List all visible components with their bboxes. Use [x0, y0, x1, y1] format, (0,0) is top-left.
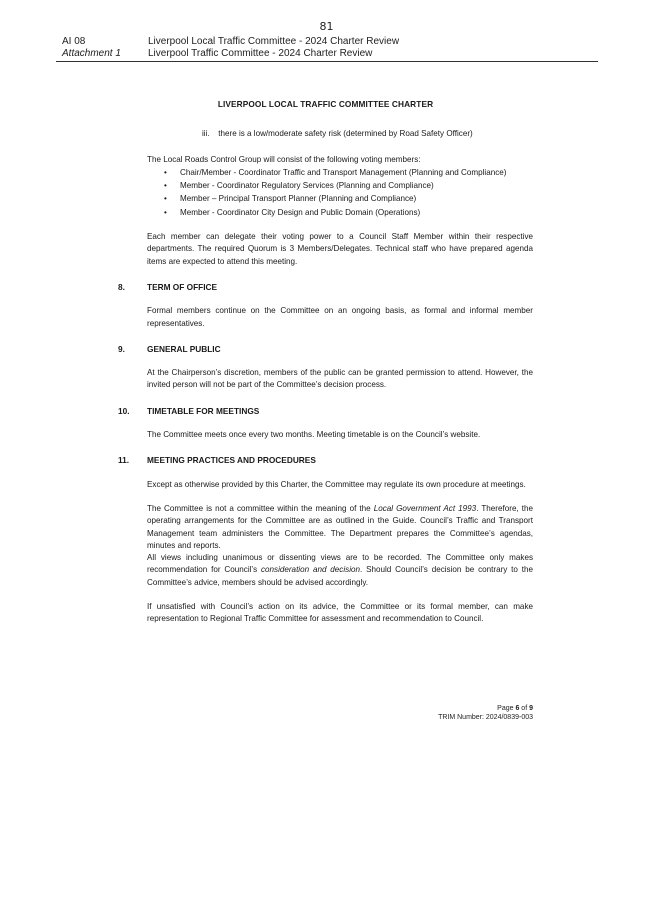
document-body — [118, 98, 533, 637]
page-number: 81 — [319, 20, 334, 33]
page-footer — [380, 704, 533, 722]
list-item: • Member - Coordinator City Design and Public Domain (Operations) — [160, 207, 533, 219]
document-title: LIVERPOOL LOCAL TRAFFIC COMMITTEE CHARTER — [217, 99, 434, 109]
page-count — [380, 704, 533, 713]
general-public-paragraph: At the Chairperson’s discretion, members of the public can be granted permission to attend. However, the invited person will not be part of the Committee’s decision process. — [147, 368, 533, 390]
current-page: 6 — [515, 705, 520, 712]
attachment-title: Liverpool Traffic Committee - 2024 Charter Review — [148, 48, 373, 59]
members-intro: The Local Roads Control Group will consist of the following voting members: — [147, 154, 421, 164]
list-item: • Member – Principal Transport Planner (Planning and Compliance) — [160, 193, 533, 205]
section-title: MEETING PRACTICES AND PROCEDURES — [147, 455, 316, 466]
list-item: • Member - Coordinator Regulatory Services (Planning and Compliance) — [160, 180, 533, 192]
list-item — [118, 128, 533, 140]
act-name: Local Government Act 1993 — [373, 503, 477, 513]
section-heading-timetable — [118, 405, 533, 417]
emphasis-text: consideration and decision — [260, 565, 361, 575]
paragraph-text: All views including unanimous or dissenting views are to be recorded. The Committee only makes recommendation for Council’s — [147, 553, 533, 575]
section-number: 10. — [118, 405, 130, 416]
paragraph-text: . Should Council’s decision be contrary to the Committee’s advice, members should be advised accordingly. — [147, 565, 534, 587]
trim-number: TRIM Number: 2024/0839-003 — [438, 714, 533, 721]
list-item-text: there is a low/moderate safety risk (determined by Road Safety Officer) — [218, 129, 473, 139]
section-number: 9. — [118, 343, 125, 354]
section-number: 11. — [118, 455, 130, 466]
list-item-number: iii. — [202, 129, 210, 139]
section-title: GENERAL PUBLIC — [147, 343, 221, 354]
agenda-item-title: Liverpool Local Traffic Committee - 2024 Charter Review — [148, 36, 400, 47]
paragraph-text: The Committee is not a committee within the meaning of the — [147, 503, 374, 513]
agenda-item-label: AI 08 — [62, 36, 86, 47]
section-heading-meeting-practices — [118, 454, 533, 466]
attachment-label: Attachment 1 — [62, 48, 121, 59]
section-title: TIMETABLE FOR MEETINGS — [147, 405, 260, 416]
list-item: • Chair/Member - Coordinator Traffic and Transport Management (Planning and Compliance) — [160, 167, 533, 179]
header-divider — [56, 61, 598, 62]
section-heading-term-of-office — [118, 281, 533, 293]
meeting-practices-paragraph-3: If unsatisfied with Council’s action on its advice, the Committee or its formal member, can make representation to Regional Traffic Committee for assessment and recommendation to Council. — [147, 602, 533, 624]
section-number: 8. — [118, 281, 125, 292]
meeting-practices-paragraph-2 — [118, 503, 533, 589]
page-of: of — [519, 705, 530, 712]
total-pages: 9 — [529, 705, 533, 712]
page-prefix: Page — [497, 705, 516, 712]
section-heading-general-public — [118, 343, 533, 355]
term-of-office-paragraph: Formal members continue on the Committee on an ongoing basis, as formal and informal member representatives. — [147, 306, 533, 328]
section-title: TERM OF OFFICE — [147, 281, 218, 292]
meeting-practices-paragraph-1: Except as otherwise provided by this Charter, the Committee may regulate its own procedure at meetings. — [147, 479, 526, 489]
members-list — [118, 167, 533, 219]
paragraph-text: . Therefore, the operating arrangements for the Committee are as outlined in the Guide. Council’s Traffic and Transport Management team administers the Committee. The Department prepares the Committee’s agendas, minutes and reports. — [147, 503, 534, 550]
timetable-paragraph: The Committee meets once every two months. Meeting timetable is on the Council’s website. — [147, 430, 481, 440]
delegate-paragraph: Each member can delegate their voting power to a Council Staff Member within their respective departments. The required Quorum is 3 Members/Delegates. Technical staff who have prepared agenda items are expected to attend this meeting. — [147, 232, 533, 266]
